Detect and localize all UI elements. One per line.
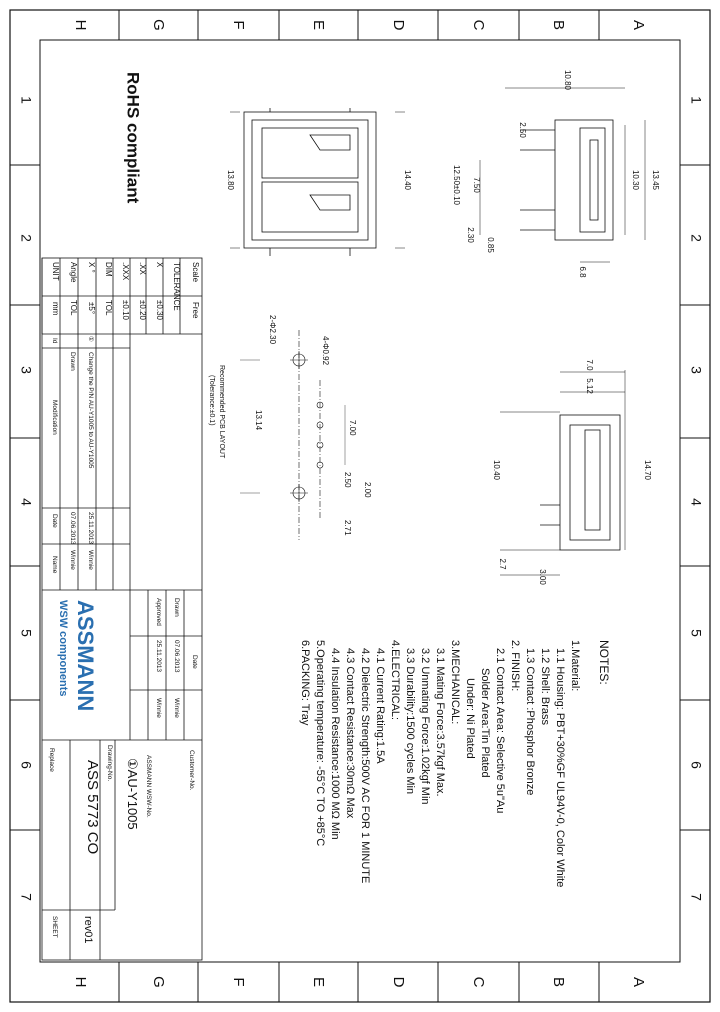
zone-letter-bottom-g: G [150, 976, 168, 988]
note-line-10: 3.2 Unmating Force:1.02kgf Min [419, 648, 431, 805]
zone-letter-bottom-a: A [630, 976, 648, 988]
zone-letter-top-b: B [550, 19, 568, 31]
approval-date-header: Date [191, 655, 198, 669]
tol-val-2: ±0.10 [121, 300, 130, 320]
top-dim-10-40: 10.40 [492, 459, 501, 481]
zone-letter-top-h: H [72, 19, 90, 31]
zone-number-right-3: 3 [688, 366, 705, 374]
approved-date: 25.11.2013 [155, 640, 162, 673]
top-dim-7-0: 7.0 [585, 359, 594, 371]
sheet-label: SHEET [51, 916, 58, 938]
side-dim-2-50: 2.50 [518, 122, 527, 138]
drawing-number: ASS 5773 CO [84, 760, 101, 855]
zone-number-left-7: 7 [18, 893, 35, 901]
rev-label: rev01 [82, 916, 94, 944]
unit-label: UNIT [51, 262, 60, 281]
zone-number-right-5: 5 [688, 629, 705, 637]
approved-name: Winnie [155, 698, 162, 718]
zone-letter-top-f: F [230, 20, 248, 30]
zone-letter-top-g: G [150, 19, 168, 31]
note-line-16: 4.4 Insulation Resistance:1000 MΩ Min [329, 648, 341, 840]
tol-dim-0: X [155, 262, 164, 268]
side-dim-6-8: 6.8 [578, 266, 587, 278]
note-line-13: 4.1 Current Rating:1.5A [374, 648, 386, 764]
scale-label: Scale [191, 262, 200, 283]
zone-number-left-6: 6 [18, 761, 35, 769]
zone-number-right-2: 2 [688, 234, 705, 242]
zone-letter-bottom-b: B [550, 976, 568, 988]
zone-letter-top-d: D [390, 19, 408, 31]
wsw-label: ASSMANN WSW-No. [145, 755, 152, 818]
pcb-dim-4-phi-0-92: 4-Φ0.92 [321, 336, 330, 366]
rev-mod-header: Modification [51, 400, 58, 435]
wsw-number: ①AU-Y1005 [125, 758, 140, 830]
zone-number-right-6: 6 [688, 761, 705, 769]
zone-number-right-4: 4 [688, 498, 705, 506]
zone-letter-bottom-d: D [390, 976, 408, 988]
side-dim-13-45: 13.45 [651, 169, 660, 191]
notes-title: NOTES: [597, 640, 611, 685]
rev-row-1-name: Winnie [69, 550, 76, 570]
top-zone-dividers [119, 10, 599, 1002]
drawn-name: Winnie [173, 698, 180, 718]
note-line-6: Solder Area:Tin Plated [479, 668, 491, 778]
note-line-4: 2. FINISH: [509, 640, 521, 692]
zone-number-left-2: 2 [18, 234, 35, 242]
rohs-label: RoHS compliant [123, 72, 143, 204]
tol-val-3: ±5° [87, 302, 96, 315]
pcb-note-title: Recommended PCB LAYOUT [218, 365, 225, 459]
note-line-12: 4.ELECTRICAL: [389, 640, 401, 721]
rev-name-header: Name [51, 556, 58, 574]
side-dim-10-30: 10.30 [631, 169, 640, 191]
side-dim-7-50: 7.50 [472, 177, 481, 193]
zone-letter-bottom-h: H [72, 976, 90, 988]
note-line-0: 1.Material: [569, 640, 581, 692]
rev-row-0-name: Winnie [87, 550, 94, 570]
note-line-5: 2.1 Contact Area: Selective 5u"Au [494, 648, 506, 814]
top-view [500, 370, 625, 575]
assmann-logo [57, 600, 98, 711]
tol-val-1: ±0.20 [138, 300, 147, 320]
tol-header-2: TOL [69, 300, 78, 316]
note-line-9: 3.1 Mating Force:3.57kgf Max. [434, 648, 446, 797]
pcb-dim-2-00: 2.00 [363, 482, 372, 498]
side-view [480, 88, 645, 262]
zone-letter-bottom-e: E [310, 976, 328, 988]
approved-label: Approved [155, 598, 162, 626]
top-dim-5-12: 5.12 [585, 378, 594, 394]
note-line-18: 6.PACKING: Tray [299, 640, 311, 726]
zone-letter-top-c: C [470, 19, 488, 31]
zone-number-right-7: 7 [688, 893, 705, 901]
tol-dim-2: .XXX [121, 262, 130, 281]
customer-label: Customer-No. [188, 750, 195, 791]
drawn-date: 07.06.2013 [173, 640, 180, 673]
rev-row-1-date: 07.06.2013 [69, 512, 76, 545]
rev-date-header: Date [51, 514, 58, 528]
pcb-dim-7-00: 7.00 [348, 420, 357, 436]
unit-value: mm [51, 302, 60, 316]
zone-number-left-1: 1 [18, 96, 35, 104]
logo-name: ASSMANN [73, 600, 98, 712]
drawing-label: Drawing-No. [106, 745, 113, 782]
rev-row-0-id: ① [87, 336, 94, 342]
tol-val-0: ±0.30 [155, 300, 164, 320]
zone-number-left-5: 5 [18, 629, 35, 637]
zone-letter-top-e: E [310, 19, 328, 31]
side-dim-10-80: 10.80 [563, 69, 572, 91]
side-dim-12-50: 12.50±0.10 [452, 165, 461, 205]
zone-letter-bottom-c: C [470, 976, 488, 988]
zone-number-left-4: 4 [18, 498, 35, 506]
angle-label: Angle [69, 262, 78, 283]
tol-dim-3: X ° [87, 262, 96, 273]
tolerance-title: TOLERANCE [172, 262, 181, 311]
side-dim-2-30: 2.30 [466, 227, 475, 243]
pcb-dim-2-50: 2.50 [343, 472, 352, 488]
note-line-11: 3.3 Durability:1500 cycles Min [404, 648, 416, 795]
front-dim-14-40: 14.40 [403, 169, 412, 191]
front-dim-13-80: 13.80 [226, 169, 235, 191]
note-line-14: 4.2 Dielectric Strength:500V AC FOR 1 MINUTE [359, 648, 371, 884]
pcb-dim-2-71: 2.71 [343, 520, 352, 536]
note-line-3: 1.3 Contact :Phosphor Bronze [524, 648, 536, 796]
note-line-17: 5.Operating temperature: -55°C TO +85°C [314, 640, 326, 847]
scale-value: Free [191, 302, 200, 319]
pcb-dim-13-14: 13.14 [254, 410, 263, 431]
pcb-note-tolerance: (Tolerance:±0.1) [208, 375, 215, 426]
note-line-7: Under: Ni Plated [464, 678, 476, 759]
rev-id-header: Id [51, 338, 58, 344]
zone-number-right-1: 1 [688, 96, 705, 104]
drawn-label: Drawn [173, 598, 180, 617]
zone-letter-top-a: A [630, 19, 648, 31]
front-view [230, 108, 405, 256]
note-line-1: 1.1 Housing: PBT+30%GF UL94V-0, Color White [554, 648, 566, 888]
top-dim-3-00: 3.00 [538, 569, 547, 585]
top-dim-14-70: 14.70 [643, 459, 652, 481]
top-dim-2-7: 2.7 [498, 558, 507, 570]
rev-row-0-date: 25.11.2013 [87, 512, 94, 545]
zone-letter-bottom-f: F [230, 977, 248, 987]
logo-sub: WSW components [57, 600, 69, 697]
rev-row-0-mod: Change the P/N AU-Y1005 to AU-Y1005 [87, 352, 94, 469]
zone-number-left-3: 3 [18, 366, 35, 374]
tol-dim-header: DIM [104, 262, 113, 277]
note-line-2: 1.2 Shell: Brass [539, 648, 551, 726]
tol-tol-header: TOL [104, 300, 113, 316]
replace-label: Replace [48, 748, 55, 772]
side-dim-0-85: 0.85 [486, 237, 495, 253]
note-line-15: 4.3 Contact Resistance:30mΩ Max [344, 648, 356, 819]
tol-dim-1: .XX [138, 262, 147, 275]
pcb-dim-2-phi-2-30: 2-Φ2.30 [268, 315, 277, 345]
rev-row-1-mod: Drawn [69, 352, 76, 371]
note-line-8: 3.MECHANICAL: [449, 640, 461, 725]
notes-lines [299, 640, 581, 887]
